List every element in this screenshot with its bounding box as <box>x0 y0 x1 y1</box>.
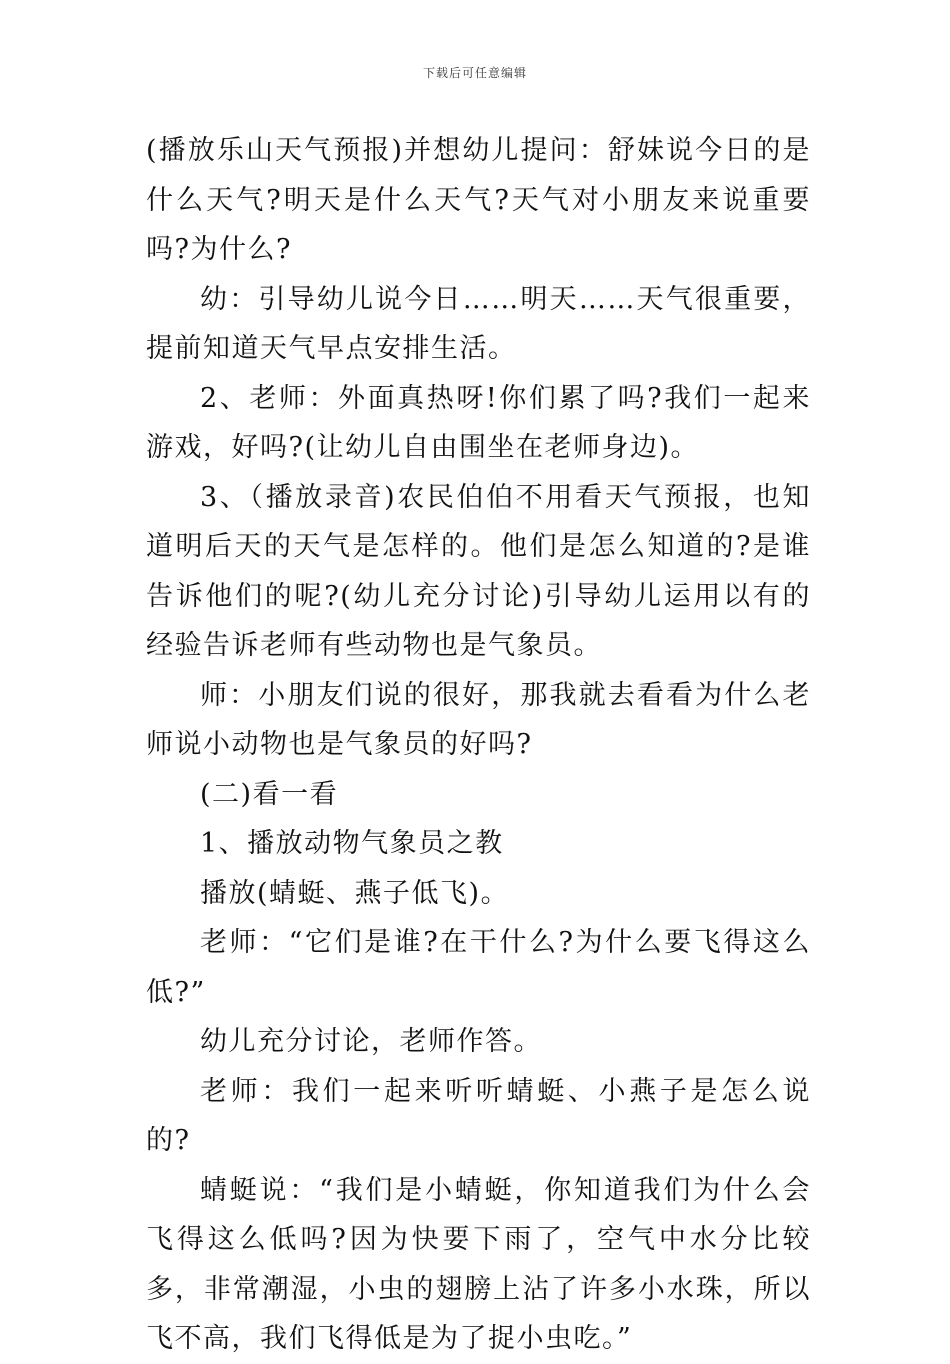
paragraph-1: (播放乐山天气预报)并想幼儿提问：舒妹说今日的是什么天气?明天是什么天气?天气对小朋友来说重要吗?为什么? <box>146 135 811 265</box>
paragraph-9: 老师：“它们是谁?在干什么?为什么要飞得这么低?” <box>146 927 811 1008</box>
paragraph-11: 老师：我们一起来听听蜻蜓、小燕子是怎么说的? <box>146 1075 811 1156</box>
header-note: 下载后可任意编辑 <box>422 66 527 80</box>
paragraph-12: 蜻蜓说：“我们是小蜻蜓，你知道我们为什么会飞得这么低吗?因为快要下雨了，空气中水分比较多，非常潮湿，小虫的翅膀上沾了许多小水珠，所以飞不高，我们飞得低是为了捉小虫吃。” <box>146 1174 811 1354</box>
paragraph-3: 2、老师：外面真热呀!你们累了吗?我们一起来游戏，好吗?(让幼儿自由围坐在老师身边)。 <box>146 382 811 463</box>
section-heading: (二)看一看 <box>200 778 339 810</box>
paragraph-7: 1、播放动物气象员之教 <box>200 828 504 859</box>
paragraph-8: 播放(蜻蜓、燕子低飞)。 <box>200 877 510 909</box>
paragraph-10: 幼儿充分讨论，老师作答。 <box>200 1026 542 1057</box>
paragraph-2: 幼：引导幼儿说今日……明天……天气很重要，提前知道天气早点安排生活。 <box>146 283 811 364</box>
paragraph-5: 师：小朋友们说的很好，那我就去看看为什么老师说小动物也是气象员的好吗? <box>146 679 811 760</box>
document-body <box>146 126 811 1364</box>
paragraph-4: 3、（播放录音)农民伯伯不用看天气预报，也知道明后天的天气是怎样的。他们是怎么知道的?是谁告诉他们的呢?(幼儿充分讨论)引导幼儿运用以有的经验告诉老师有些动物也是气象员。 <box>146 481 811 661</box>
